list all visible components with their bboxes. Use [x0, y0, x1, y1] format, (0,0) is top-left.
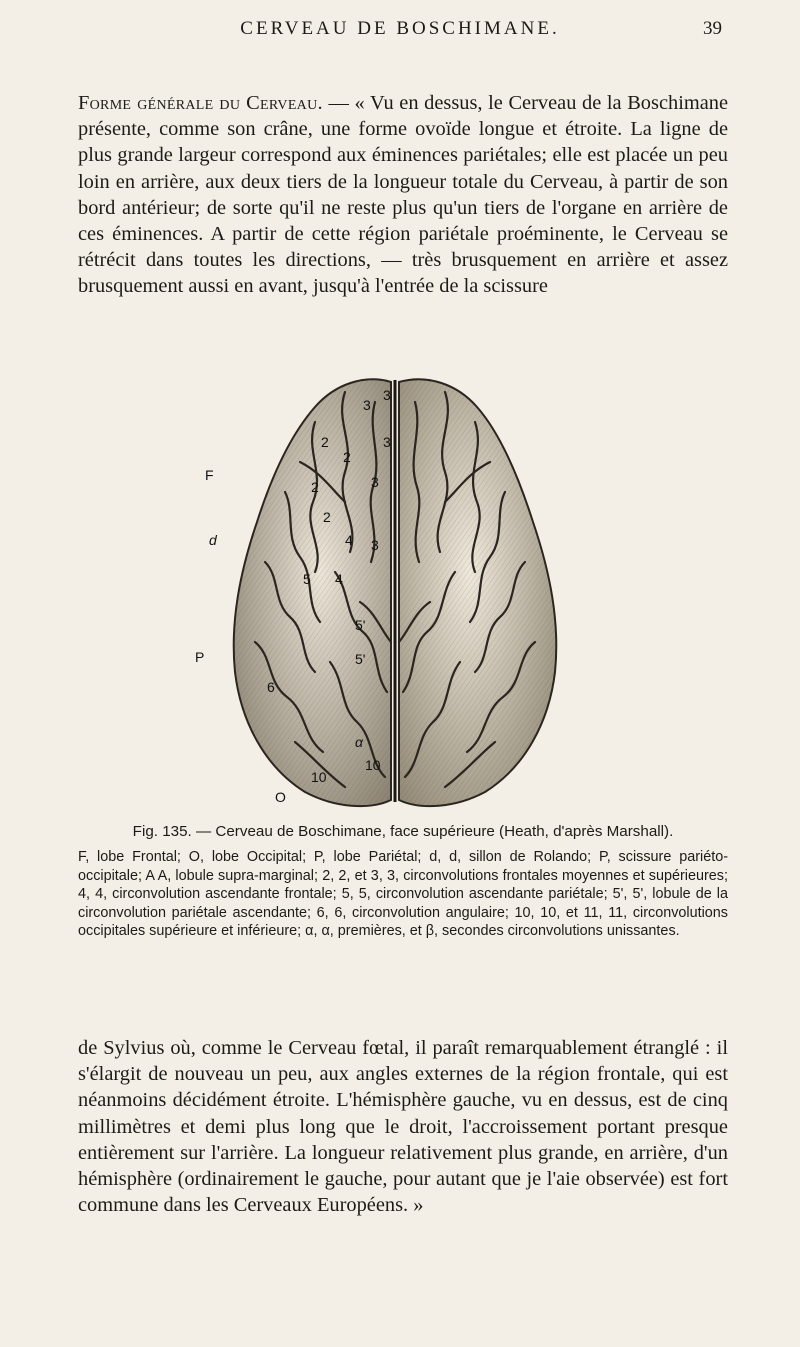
- label-4b: 4: [335, 571, 343, 587]
- label-3b: 3: [383, 387, 391, 403]
- caption-legend: F, lobe Frontal; O, lobe Occipital; P, lobe Pariétal; d, d, sillon de Rolando; P, scissure pariéto-occipitale; A A, lobule supra-marginal; 2, 2, et 3, 3, circonvolutions frontales moyennes et supérieures; 4, 4, circonvolution ascendante frontale; 5, 5, circonvolution ascendante pariétale; 5', 5', lobule de la circonvolution pariétale ascendante; 6, 6, circonvolution angulaire; 10, 10, et 11, 11, circonvolutions occipitales supérieure et inférieure; α, α, premières, et β, secondes circonvolutions unissantes.: [78, 849, 728, 940]
- label-5c: 5': [355, 651, 366, 667]
- label-F: F: [205, 467, 214, 483]
- label-O: O: [275, 789, 286, 805]
- figure-caption: [78, 823, 728, 941]
- label-10a: 10: [365, 757, 381, 773]
- label-alpha: α: [355, 734, 363, 750]
- caption-title: Fig. 135. — Cerveau de Boschimane, face supérieure (Heath, d'après Marshall).: [132, 823, 674, 840]
- page-number: 39: [703, 18, 722, 39]
- label-5b: 5': [355, 617, 366, 633]
- paragraph-continuation: de Sylvius où, comme le Cerveau fœtal, il paraît remarquablement étranglé : il s'élargit de nouveau un peu, aux angles externes de la région frontale, qui est néanmoins décidément étroite. L'hémisphère gauche, vu en dessus, est de cinq millimètres et demi plus long que le droit, l'accroissement portant presque entièrement sur l'arrière. La longueur relativement plus grande, en arrière, d'un hémisphère (ordinairement le gauche, pour autant que je l'aie observée) est fort commune dans les Cerveaux Européens. »: [78, 1037, 728, 1217]
- label-3d: 3: [371, 474, 379, 490]
- label-10b: 10: [311, 769, 327, 785]
- paragraph-forme-generale: [78, 90, 728, 300]
- label-4a: 4: [345, 532, 353, 548]
- paragraph-text: — « Vu en dessus, le Cerveau de la Boschimane présente, comme son crâne, une forme ovoïde longue et étroite. La ligne de plus grande largeur correspond aux éminences pariétales; elle est placée un peu loin en arrière, aux deux tiers de la longueur totale du Cerveau, à partir de son bord antérieur; de sorte qu'il ne reste plus qu'un tiers de l'organe en arrière de ces éminences. A partir de cette région pariétale proéminente, le Cerveau se rétrécit dans toutes les directions, — très brusquement en arrière et assez brusquement aussi en avant, jusqu'à l'entrée de la scissure: [78, 92, 729, 298]
- label-2d: 2: [323, 509, 331, 525]
- label-3c: 3: [383, 434, 391, 450]
- label-6: 6: [267, 679, 275, 695]
- running-title: CERVEAU DE BOSCHIMANE.: [240, 18, 560, 39]
- label-2c: 2: [311, 479, 319, 495]
- brain-figure: [195, 362, 595, 810]
- label-5a: 5: [303, 571, 311, 587]
- brain-top-view-engraving: [195, 362, 595, 810]
- label-2b: 2: [343, 449, 351, 465]
- running-head: [0, 18, 800, 48]
- label-d: d: [209, 532, 217, 548]
- label-3a: 3: [363, 397, 371, 413]
- label-3e: 3: [371, 537, 379, 553]
- label-2a: 2: [321, 434, 329, 450]
- section-heading: Forme générale du Cerveau.: [78, 92, 323, 114]
- label-P: P: [195, 649, 205, 665]
